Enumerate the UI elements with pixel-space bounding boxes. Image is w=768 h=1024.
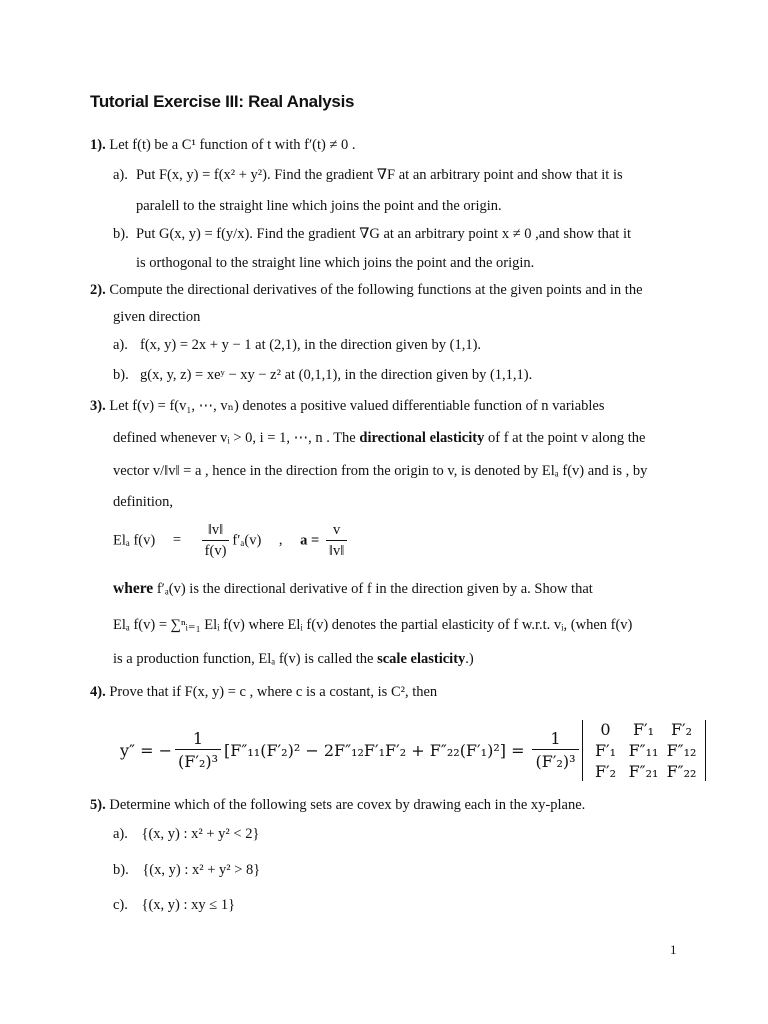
fraction-numerator: 1	[532, 729, 578, 750]
question-text: Let f(t) be a C¹ function of t with f′(t) ≠ 0 .	[109, 137, 356, 153]
question-2	[90, 282, 643, 299]
q1-part-b-line-1: Put G(x, y) = f(y/x). Find the gradient ∇G at an arbitrary point x ≠ 0 ,and show that it	[136, 226, 632, 242]
matrix-cell: F′₁	[632, 719, 655, 739]
q3-line-2-start: defined whenever vᵢ > 0, i = 1, ⋯, n . The	[113, 430, 360, 446]
item-marker: a).	[113, 826, 128, 842]
q5-item	[113, 897, 235, 914]
q2-part-b-marker: b).	[113, 367, 129, 383]
q2-part-a: f(x, y) = 2x + y − 1 at (2,1), in the direction given by (1,1).	[140, 337, 482, 353]
q3-line-2-end: of f at the point v along the	[484, 430, 646, 446]
fraction-numerator: 1	[175, 729, 221, 750]
question-text: Let f(v) = f(v₁, ⋯, vₙ) denotes a positive valued differentiable function of n variables	[109, 398, 605, 414]
q5-item	[113, 862, 260, 879]
question-number: 2).	[90, 282, 106, 298]
equation-lhs: y″ = −	[120, 740, 172, 760]
bracket-expression: [F″₁₁(F′₂)² − 2F″₁₂F′₁F′₂ + F″₂₂(F′₁)²] =	[224, 740, 525, 760]
separator-comma: ,	[278, 532, 283, 549]
fraction-numerator: v	[326, 522, 347, 541]
fraction-numerator: ‖v‖	[202, 522, 230, 541]
q1-part-b-line-2: is orthogonal to the straight line which joins the point and the origin.	[136, 255, 535, 271]
equation-fraction	[175, 729, 221, 771]
unit-vector-fraction	[326, 522, 347, 560]
question-3	[90, 398, 605, 415]
question-number: 4).	[90, 684, 106, 700]
elasticity-definition	[113, 522, 350, 560]
question-5	[90, 797, 585, 814]
matrix-cell: F″₂₂	[666, 761, 697, 781]
q1-part-a-marker: a).	[113, 167, 128, 183]
directional-derivative: f′ₐ(v)	[232, 532, 262, 549]
matrix-cell: 0	[600, 719, 611, 739]
q2-part-a-marker: a).	[113, 337, 128, 353]
matrix-cell: F′₂	[594, 761, 617, 781]
fraction-denominator: (F′₂)³	[535, 752, 576, 771]
matrix-cell: F′₂	[670, 719, 693, 739]
item-marker: c).	[113, 897, 128, 913]
question-number: 1).	[90, 137, 106, 153]
question-text: Determine which of the following sets are covex by drawing each in the xy-plane.	[109, 797, 586, 813]
q3-last-line-start: is a production function, Elₐ f(v) is called the	[113, 651, 378, 667]
matrix-cell: F″₁₁	[628, 740, 659, 760]
fraction-denominator: f(v)	[204, 543, 227, 559]
definition-lhs: Elₐ f(v)	[113, 532, 156, 549]
question-number: 3).	[90, 398, 106, 414]
q3-last-line	[113, 651, 474, 668]
question-number: 5).	[90, 797, 106, 813]
determinant-matrix	[582, 720, 706, 781]
set-expression: {(x, y) : x² + y² > 8}	[142, 862, 261, 878]
matrix-cell: F″₁₂	[666, 740, 697, 760]
q2-line-2: given direction	[113, 309, 201, 325]
page-number: 1	[670, 942, 677, 957]
where-keyword: where	[113, 580, 154, 597]
second-derivative-equation	[120, 714, 706, 786]
set-expression: {(x, y) : xy ≤ 1}	[141, 897, 236, 913]
set-expression: {(x, y) : x² + y² < 2}	[141, 826, 260, 842]
matrix-cell: F′₁	[594, 740, 617, 760]
q1-part-a-line-2: paralell to the straight line which joins the point and the origin.	[136, 198, 502, 214]
direction-vector-lhs: a =	[300, 532, 320, 549]
q3-line-4: definition,	[113, 494, 174, 510]
q5-item	[113, 826, 259, 843]
norm-over-f-fraction	[202, 522, 230, 560]
page-title: Tutorial Exercise III: Real Analysis	[90, 92, 355, 111]
q3-last-line-end: .)	[465, 651, 474, 667]
q1-part-a-line-1: Put F(x, y) = f(x² + y²). Find the gradient ∇F at an arbitrary point and show that it is	[136, 167, 623, 183]
term-directional-elasticity: directional elasticity	[359, 430, 485, 446]
q3-line-2	[113, 430, 645, 447]
equals-sign: =	[172, 532, 182, 549]
item-marker: b).	[113, 862, 129, 878]
matrix-cell: F″₂₁	[628, 761, 659, 781]
question-4	[90, 684, 437, 701]
equation-fraction-2	[532, 729, 578, 771]
fraction-denominator: ‖v‖	[328, 543, 345, 559]
term-scale-elasticity: scale elasticity	[377, 651, 466, 667]
fraction-denominator: (F′₂)³	[178, 752, 219, 771]
where-text: f′ₐ(v) is the directional derivative of f in the direction given by a. Show that	[153, 581, 593, 597]
question-text: Prove that if F(x, y) = c , where c is a costant, is C², then	[109, 684, 438, 700]
question-text: Compute the directional derivatives of the following functions at the given points and in the	[109, 282, 643, 298]
q3-sum-line: Elₐ f(v) = ∑ⁿᵢ₌₁ Elᵢ f(v) where Elᵢ f(v) denotes the partial elasticity of f w.r.t. vᵢ, (when f(v)	[113, 617, 633, 633]
question-1	[90, 137, 356, 154]
q2-part-b: g(x, y, z) = xeʸ − xy − z² at (0,1,1), in the direction given by (1,1,1).	[140, 367, 533, 383]
q3-line-3: vector v/‖v‖ = a , hence in the direction from the origin to v, is denoted by Elₐ f(v) and is , by	[113, 463, 648, 479]
q3-where-line	[113, 580, 593, 598]
q1-part-b-marker: b).	[113, 226, 129, 242]
